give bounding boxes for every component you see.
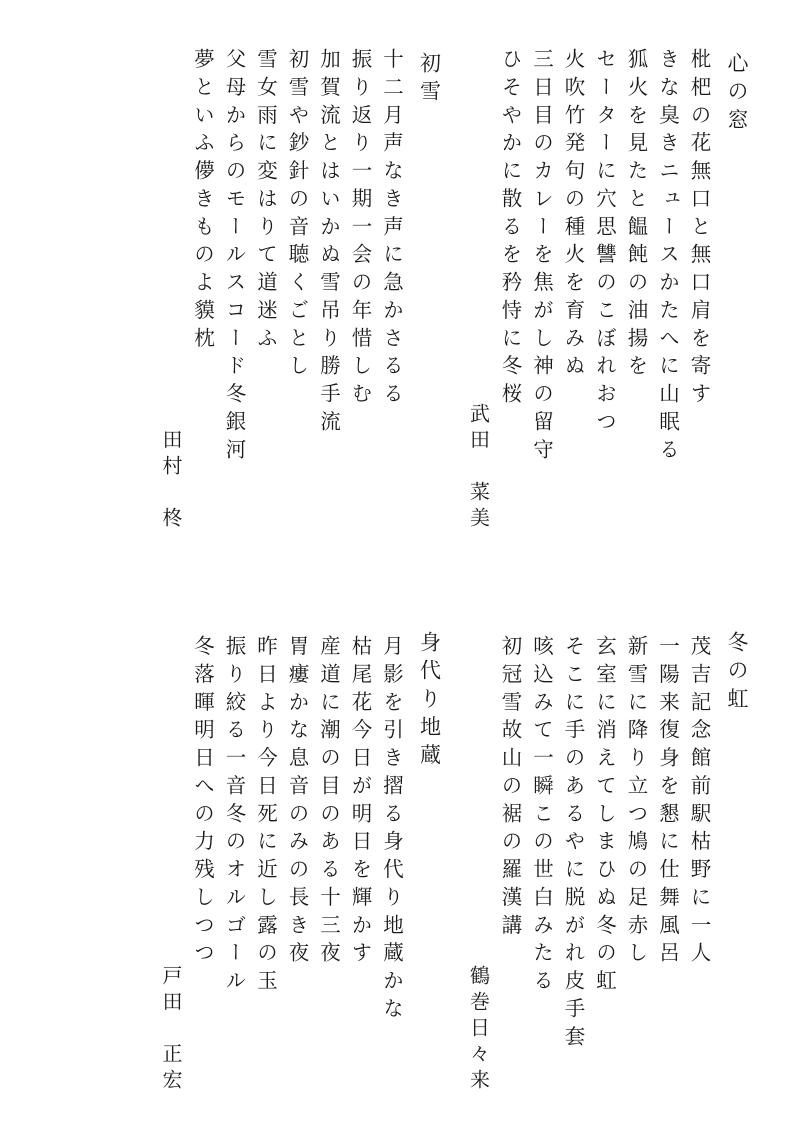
poem-line: セーターに穴思讐のこぼれおつ xyxy=(592,48,615,439)
poem-title: 冬の虹 xyxy=(725,631,749,716)
poem-line: きな臭きニュースかたへに山眠る xyxy=(655,48,678,467)
poem-block xyxy=(452,605,752,1125)
poem-line: 夢といふ儚きものよ貘枕 xyxy=(190,48,213,355)
poem-line: 振り返り一期一会の年惜しむ xyxy=(348,48,370,411)
poem-block xyxy=(452,18,752,563)
poem-author: 田村 柊 xyxy=(159,429,181,533)
poem-line: 月影を引き摺る身代り地蔵かな xyxy=(379,635,402,1026)
poem-title: 心の窓 xyxy=(725,52,749,137)
poem-line: 枯尾花今日が明日を輝かす xyxy=(348,635,370,970)
poem-block xyxy=(144,605,444,1125)
poem-line: 胃瘻かな息音のみの長き夜 xyxy=(285,635,307,970)
poem-line: 新雪に降り立つ鳩の足赤し xyxy=(624,635,646,970)
poem-lines xyxy=(488,18,709,563)
poem-lines xyxy=(488,605,709,1125)
poem-line: そこに手のあるやに脱がれ皮手套 xyxy=(561,635,583,1054)
page-section-top xyxy=(14,18,781,563)
poem-line: 初冠雪故山の裾の羅漢講 xyxy=(498,635,520,942)
poem-author: 戸田 正宏 xyxy=(159,965,181,1095)
poem-title: 初雪 xyxy=(417,52,442,109)
poem-lines xyxy=(180,605,401,1125)
poem-block xyxy=(144,18,444,563)
poem-line: 玄室に消えてしまひぬ冬の虹 xyxy=(592,635,615,998)
poem-line: 産道に潮の目のある十三夜 xyxy=(316,635,339,970)
poem-line: 雪女雨に変はりて道迷ふ xyxy=(253,48,276,355)
poem-title: 身代り地蔵 xyxy=(417,631,442,772)
poem-line: 冬落暉明日への力残しつつ xyxy=(190,635,213,970)
poem-line: 三日目のカレーを焦がし神の留守 xyxy=(529,48,552,467)
poem-line: 咳込みて一瞬この世白みたる xyxy=(529,635,552,998)
section-divider-space xyxy=(14,563,781,605)
poem-line: 父母からのモールスコード冬銀河 xyxy=(222,48,244,467)
poem-line: 初雪や鈔針の音聴くごとし xyxy=(285,48,307,383)
poem-line: 一陽来復身を懇に仕舞風呂 xyxy=(655,635,678,970)
poem-line: 茂吉記念館前駅枯野に一人 xyxy=(687,635,709,970)
poem-line: 十二月声なき声に急かさるる xyxy=(379,48,402,411)
poem-author: 鶴巻日々来 xyxy=(466,965,489,1095)
poem-line: 枇杷の花無口と無口肩を寄す xyxy=(687,48,709,411)
poem-line: 火吹竹発句の種火を育みぬ xyxy=(561,48,583,383)
poem-line: ひそやかに散るを矜恃に冬桜 xyxy=(498,48,520,411)
poem-line: 加賀流とはいかぬ雪吊り勝手流 xyxy=(316,48,339,439)
poem-line: 振り絞る一音冬のオルゴール xyxy=(222,635,244,998)
poem-line: 狐火を見たと饂飩の油揚を xyxy=(624,48,646,383)
poem-author: 武田 菜美 xyxy=(466,403,489,533)
poem-lines xyxy=(180,18,401,563)
poem-line: 昨日より今日死に近し露の玉 xyxy=(253,635,276,998)
page-section-bottom xyxy=(14,605,781,1125)
